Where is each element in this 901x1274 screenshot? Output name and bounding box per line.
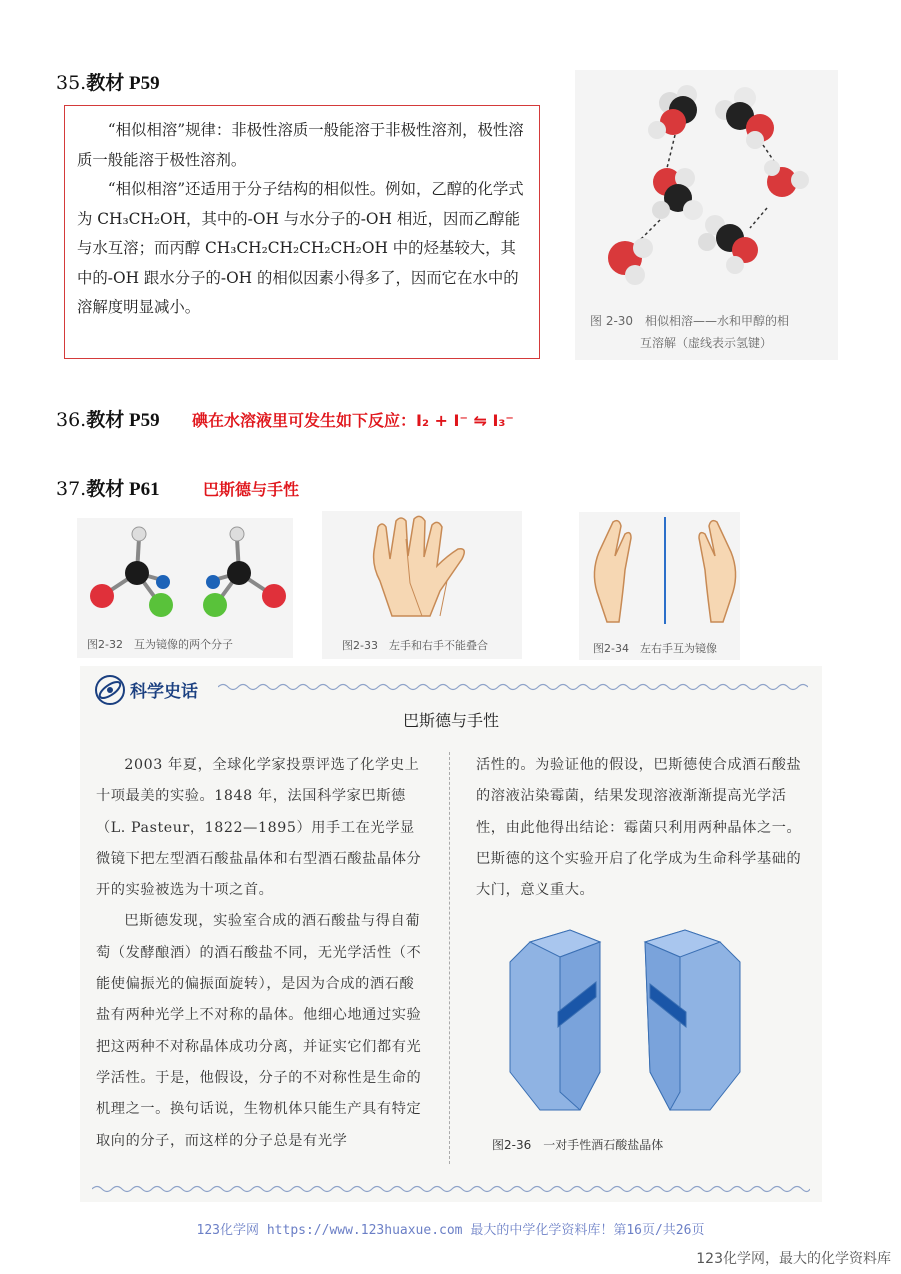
- fig-2-33: [322, 511, 522, 659]
- footer-watermark: 123化学网，最大的化学资料库: [696, 1251, 891, 1267]
- science-history-panel: [80, 666, 822, 1202]
- fig-2-30: [575, 70, 838, 360]
- q36-note: 碘在水溶液里可发生如下反应：I₂ + I⁻ ⇋ I₃⁻: [192, 411, 514, 430]
- column-divider: [449, 752, 450, 1164]
- fig-2-33-caption: 图2-33 左手和右手不能叠合: [342, 639, 488, 652]
- water-methanol-molecules-image: [575, 70, 838, 310]
- footer-line: 123化学网 https://www.123huaxue.com 最大的中学化学资料库！第16页/共26页: [196, 1223, 705, 1238]
- fig-2-36-caption: 图2-36 一对手性酒石酸盐晶体: [492, 1138, 664, 1152]
- fig-2-30-caption-1: 图 2-30 相似相溶——水和甲醇的相: [590, 314, 790, 328]
- q35-heading: [56, 68, 160, 95]
- q35-number: 35.: [56, 72, 87, 94]
- q37-note: 巴斯德与手性: [203, 480, 300, 499]
- q35-textbox: [64, 105, 540, 359]
- tartrate-crystals-image: [500, 922, 780, 1122]
- fig-2-34: [579, 512, 740, 660]
- fig-2-32: [77, 518, 293, 658]
- panel-title: 巴斯德与手性: [402, 711, 499, 730]
- q36-heading: [56, 405, 160, 432]
- panel-left-column: [96, 750, 424, 1157]
- q37-heading: [56, 474, 160, 501]
- wave-divider-top: [218, 682, 808, 692]
- q36-number: 36.: [56, 409, 87, 431]
- q35-para1: “相似相溶”规律：非极性溶质一般能溶于非极性溶剂，极性溶质一般能溶于极性溶剂。: [77, 121, 524, 169]
- fig-2-34-caption: 图2-34 左右手互为镜像: [593, 642, 717, 655]
- panel-right-p: 活性的。为验证他的假设，巴斯德使合成酒石酸盐的溶液沾染霉菌，结果发现溶液渐渐提高光学活性，由此他得出结论：霉菌只利用两种晶体之一。巴斯德的这个实验开启了化学成为生命科学基础的大门，意义重大。: [476, 757, 802, 899]
- overlapping-hands-image: [322, 511, 522, 629]
- q37-label: 教材 P61: [86, 479, 160, 500]
- mirror-hands-image: [579, 512, 740, 630]
- fig-2-30-caption-2: 互溶解（虚线表示氢键）: [640, 336, 773, 350]
- q35-para2: “相似相溶”还适用于分子结构的相似性。例如，乙醇的化学式为 CH₃CH₂OH，其中的-OH 与水分子的-OH 相近，因而乙醇能与水互溶；而丙醇 CH₃CH₂CH₂CH₂CH₂OH 中的烃基较大，其中的-OH 跟水分子的-OH 的相似因素小得多了，因而它在水中的溶解度明显减小。: [77, 180, 524, 316]
- mirror-molecules-image: [77, 518, 293, 628]
- q37-number: 37.: [56, 478, 87, 500]
- wave-divider-bottom: [92, 1184, 810, 1194]
- q35-label: 教材 P59: [86, 73, 160, 94]
- fig-2-32-caption: 图2-32 互为镜像的两个分子: [87, 638, 233, 651]
- panel-right-column: [476, 750, 806, 906]
- panel-left-p2: 巴斯德发现，实验室合成的酒石酸盐与得自葡萄（发酵酿酒）的酒石酸盐不同，无光学活性（不能使偏振光的偏振面旋转），是因为合成的酒石酸盐有两种光学上不对称的晶体。他细心地通过实验把这两种不对称晶体成功分离，并证实它们都有光学活性。于是，他假设，分子的不对称性是生命的机理之一。换句话说，生物机体只能生产具有特定取向的分子，而这样的分子总是有光学: [96, 913, 422, 1149]
- atom-icon: [92, 672, 128, 708]
- panel-section-label: 科学史话: [130, 682, 198, 702]
- q36-label: 教材 P59: [86, 410, 160, 431]
- panel-left-p1: 2003 年夏，全球化学家投票评选了化学史上十项最美的实验。1848 年，法国科学家巴斯德（L. Pasteur，1822—1895）用手工在光学显微镜下把左型酒石酸盐晶体和右型酒石酸盐晶体分开的实验被选为十项之首。: [96, 757, 422, 899]
